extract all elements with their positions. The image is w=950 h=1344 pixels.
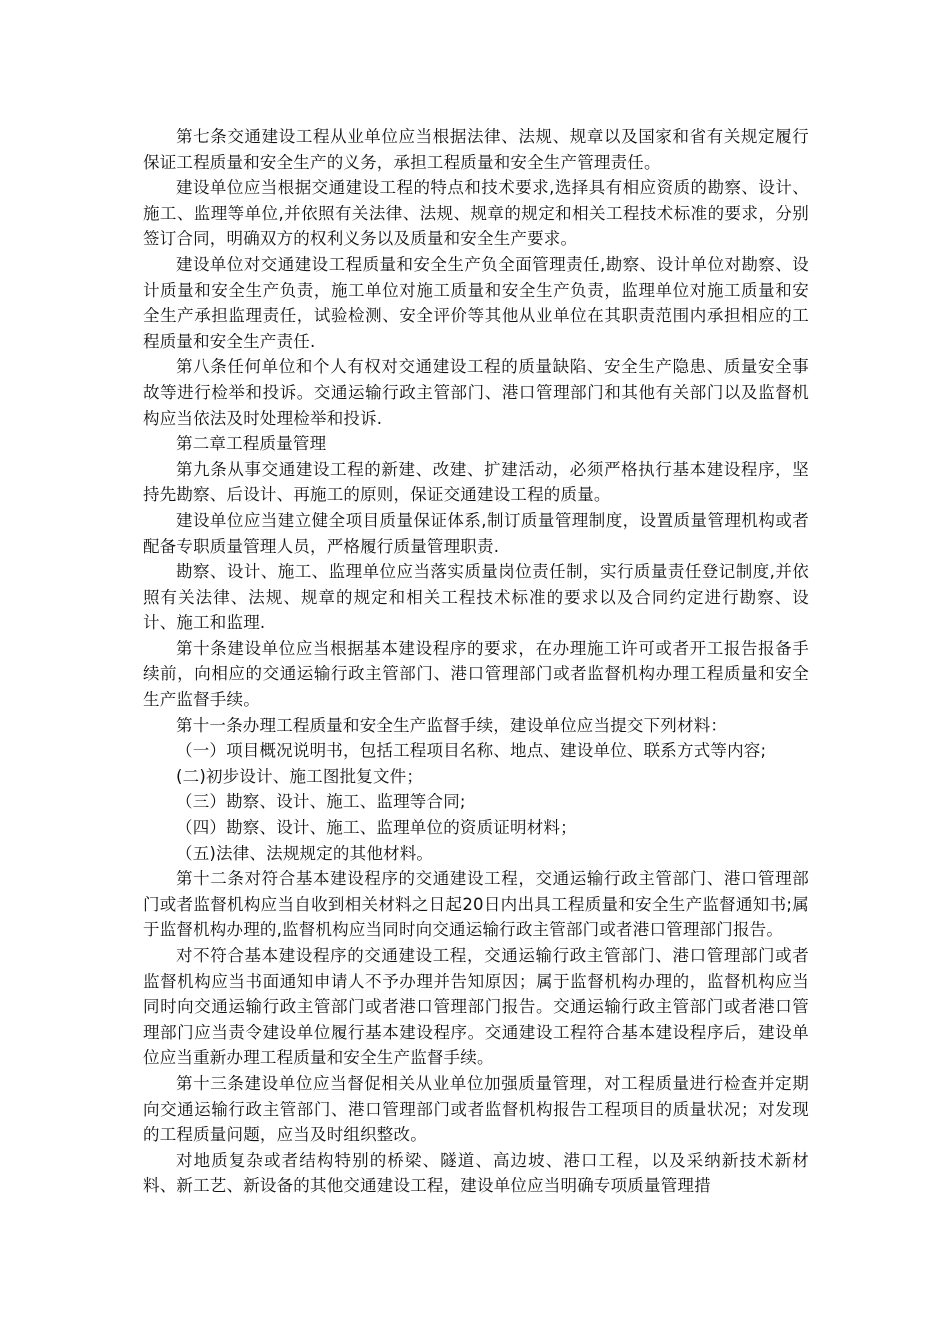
paragraph-article-7: 第七条交通建设工程从业单位应当根据法律、法规、规章以及国家和省有关规定履行保证工程质量和安全生产的义务，承担工程质量和安全生产管理责任。 (143, 127, 809, 172)
paragraph-construction-unit-responsibility: 建设单位对交通建设工程质量和安全生产负全面管理责任,勘察、设计单位对勘察、设计质量和安全生产负责，施工单位对施工质量和安全生产负责，监理单位对施工质量和安全生产承担监理责任，试验检测、安全评价等其他从业单位在其职责范围内承担相应的工程质量和安全生产责任. (143, 254, 809, 351)
paragraph-article-8: 第八条任何单位和个人有权对交通建设工程的质量缺陷、安全生产隐患、质量安全事故等进行检举和投诉。交通运输行政主管部门、港口管理部门和其他有关部门以及监督机构应当依法及时处理检举和投诉. (143, 357, 809, 428)
list-item-1: （一）项目概况说明书，包括工程项目名称、地点、建设单位、联系方式等内容; (176, 741, 767, 761)
paragraph-article-12: 第十二条对符合基本建设程序的交通建设工程，交通运输行政主管部门、港口管理部门或者监督机构应当自收到相关材料之日起20日内出具工程质量和安全生产监督通知书;属于监督机构办理的,监督机构应当同时向交通运输行政主管部门或者港口管理部门报告。 (143, 869, 809, 940)
paragraph-quality-system: 建设单位应当建立健全项目质量保证体系,制订质量管理制度，设置质量管理机构或者配备专职质量管理人员，严格履行质量管理职责. (143, 510, 809, 556)
paragraph-construction-unit-selection: 建设单位应当根据交通建设工程的特点和技术要求,选择具有相应资质的勘察、设计、施工、监理等单位,并依照有关法律、法规、规章的规定和相关工程技术标准的要求，分别签订合同，明确双方的权利义务以及质量和安全生产要求。 (143, 178, 809, 249)
paragraph-special-projects: 对地质复杂或者结构特别的桥梁、隧道、高边坡、港口工程，以及采纳新技术新材料、新工艺、新设备的其他交通建设工程，建设单位应当明确专项质量管理措 (143, 1150, 809, 1196)
list-item-2: (二)初步设计、施工图批复文件； (176, 766, 424, 786)
list-item-3: （三）勘察、设计、施工、监理等合同; (176, 792, 466, 812)
chapter-heading: 第二章工程质量管理 (176, 434, 327, 454)
list-item-4: （四）勘察、设计、施工、监理单位的资质证明材料； (176, 818, 577, 838)
paragraph-quality-responsibility: 勘察、设计、施工、监理单位应当落实质量岗位责任制，实行质量责任登记制度,并依照有关法律、法规、规章的规定和相关工程技术标准的要求以及合同约定进行勘察、设计、施工和监理. (143, 562, 809, 633)
document-body (143, 124, 809, 1199)
paragraph-article-10: 第十条建设单位应当根据基本建设程序的要求，在办理施工许可或者开工报告报备手续前，向相应的交通运输行政主管部门、港口管理部门或者监督机构办理工程质量和安全生产监督手续。 (143, 638, 809, 710)
paragraph-article-9: 第九条从事交通建设工程的新建、改建、扩建活动，必须严格执行基本建设程序，坚持先勘察、后设计、再施工的原则，保证交通建设工程的质量。 (143, 459, 809, 505)
paragraph-article-13: 第十三条建设单位应当督促相关从业单位加强质量管理，对工程质量进行检查并定期向交通运输行政主管部门、港口管理部门或者监督机构报告工程项目的质量状况；对发现的工程质量问题，应当及时组织整改。 (143, 1073, 809, 1145)
paragraph-non-compliant: 对不符合基本建设程序的交通建设工程，交通运输行政主管部门、港口管理部门或者监督机构应当书面通知申请人不予办理并告知原因；属于监督机构办理的，监督机构应当同时向交通运输行政主管部门或者港口管理部门报告。交通运输行政主管部门或者港口管理部门应当责令建设单位履行基本建设程序。交通建设工程符合基本建设程序后，建设单位应当重新办理工程质量和安全生产监督手续。 (143, 946, 809, 1068)
list-item-5: （五)法律、法规规定的其他材料。 (176, 843, 434, 863)
paragraph-article-11: 第十一条办理工程质量和安全生产监督手续，建设单位应当提交下列材料： (176, 715, 728, 735)
